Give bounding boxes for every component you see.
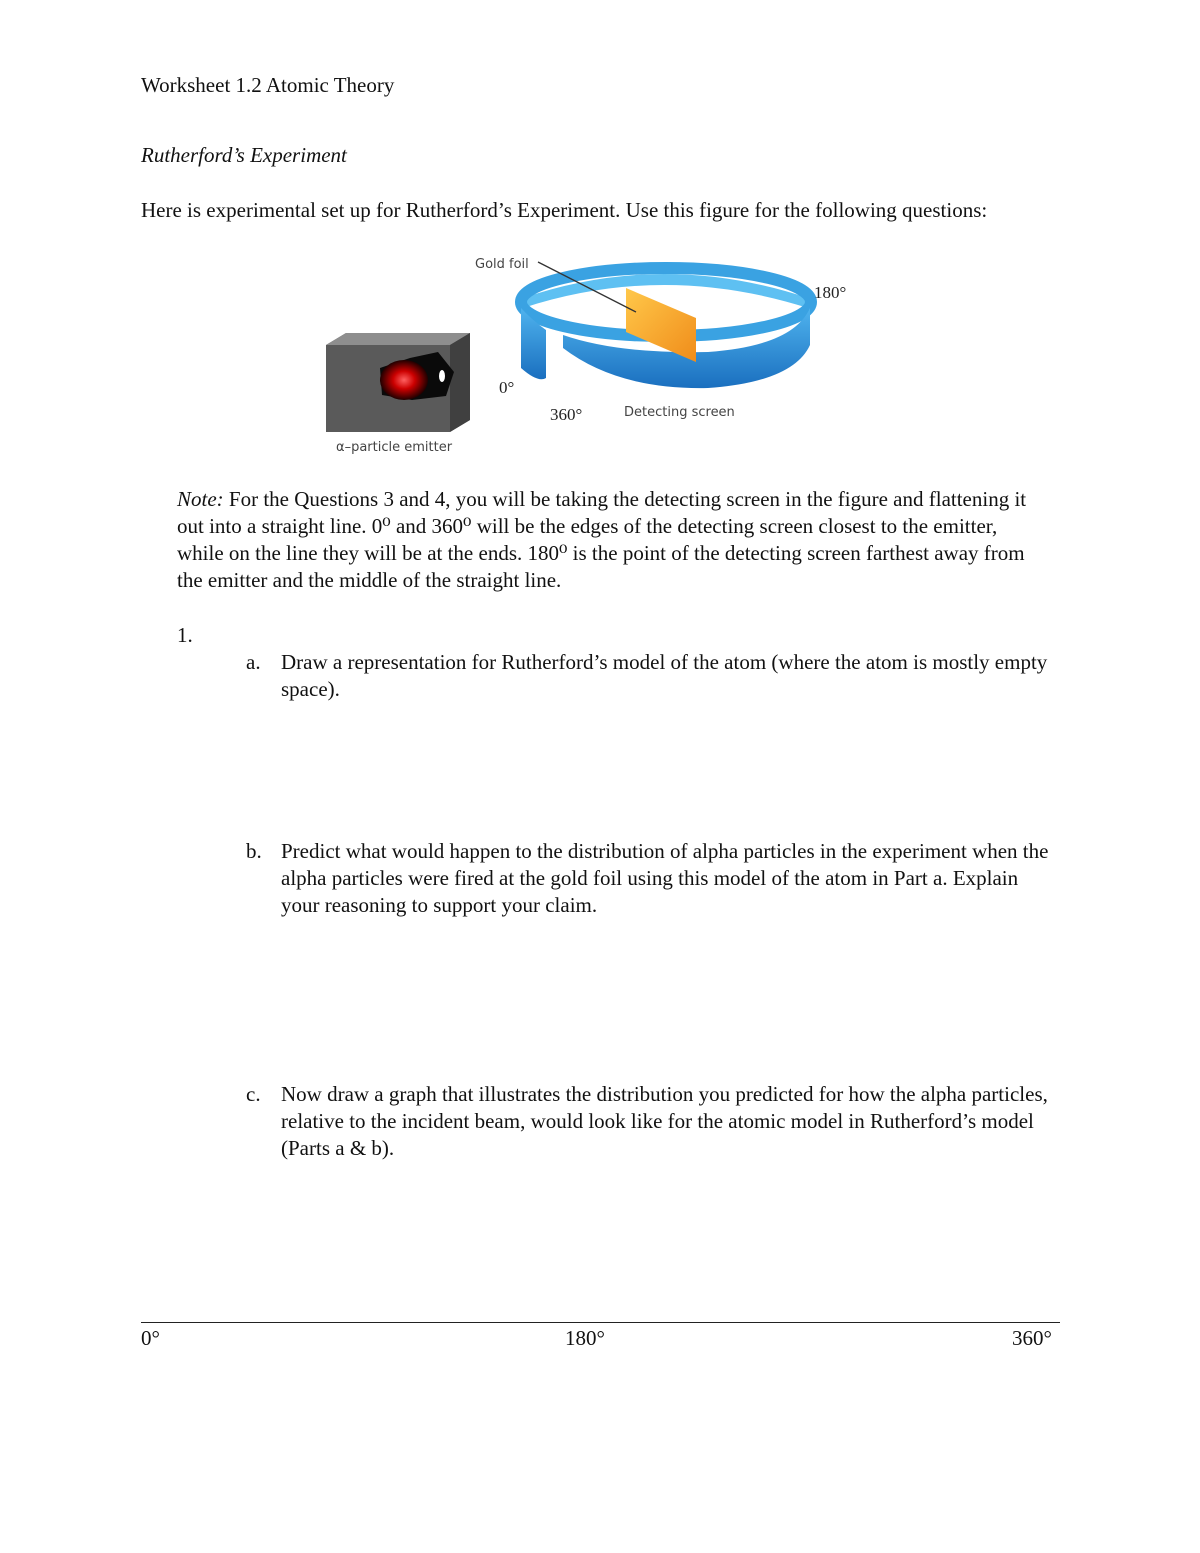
axis-label-360: 360° xyxy=(1012,1326,1052,1350)
part-c-letter: c. xyxy=(246,1082,261,1106)
worksheet-title: Worksheet 1.2 Atomic Theory xyxy=(141,73,395,97)
section-heading: Rutherford’s Experiment xyxy=(141,143,347,167)
part-b-text: Predict what would happen to the distribution of alpha particles in the experiment when the alpha particles were fired at the gold foil using this model of the atom in Part a. Explain your reasoning to support your claim. xyxy=(281,839,1049,917)
rutherford-setup-figure xyxy=(318,250,847,460)
note-label: Note: xyxy=(177,487,224,511)
question-number: 1. xyxy=(177,623,193,647)
axis-label-0: 0° xyxy=(141,1326,160,1350)
figure-180-label: 180° xyxy=(814,283,847,302)
note-text: For the Questions 3 and 4, you will be taking the detecting screen in the figure and flattening it out into a straight line. 0⁰ and 360⁰ will be the edges of the detecting screen closest to the emitter, while on the line they will be at the ends. 180⁰ is the point of the detecting screen farthest away from the emitter and the middle of the straight line. xyxy=(177,487,1027,592)
note-paragraph xyxy=(177,486,1037,594)
alpha-particle-emitter xyxy=(326,333,470,432)
intro-paragraph: Here is experimental set up for Rutherford’s Experiment. Use this figure for the following questions: xyxy=(141,198,988,222)
figure-0-label: 0° xyxy=(499,378,515,397)
axis-label-180: 180° xyxy=(565,1326,605,1350)
gold-foil-label: Gold foil xyxy=(475,257,529,272)
part-a-text: Draw a representation for Rutherford’s model of the atom (where the atom is mostly empty space). xyxy=(281,650,1048,701)
figure-360-label: 360° xyxy=(550,405,583,424)
part-c-text: Now draw a graph that illustrates the distribution you predicted for how the alpha particles, relative to the incident beam, would look like for the atomic model in Rutherford’s model (Parts a & b). xyxy=(281,1082,1048,1160)
part-b-letter: b. xyxy=(246,839,262,863)
graph-axis-line xyxy=(141,1322,1060,1323)
part-a-letter: a. xyxy=(246,650,261,674)
emitter-label: α–particle emitter xyxy=(336,440,453,455)
detecting-screen-label: Detecting screen xyxy=(624,405,735,420)
